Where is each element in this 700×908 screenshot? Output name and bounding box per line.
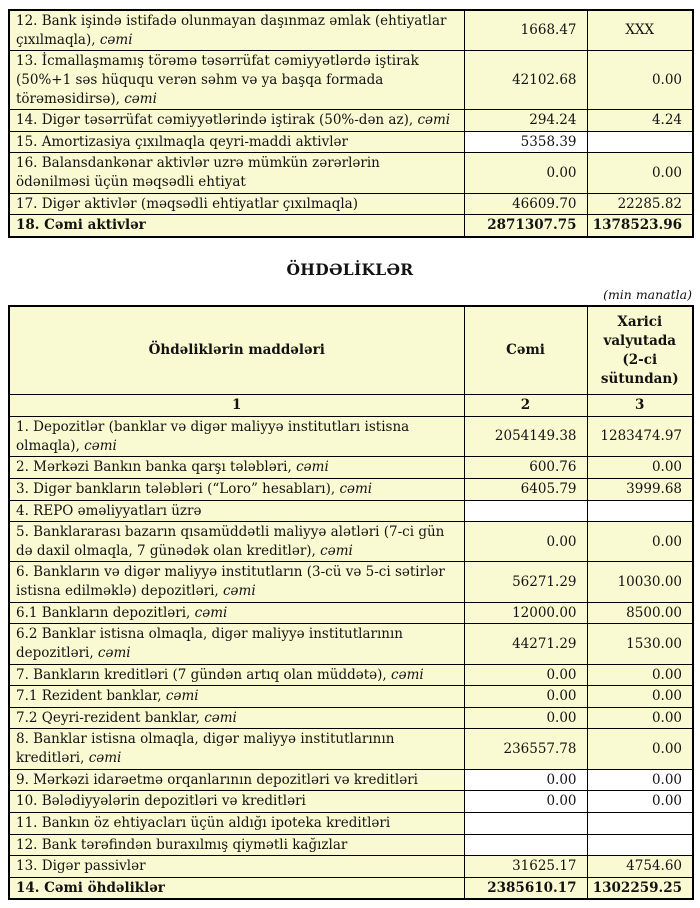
total-value: 12000.00: [464, 602, 587, 624]
liability-row: [9, 856, 693, 878]
row-label-text: 5. Banklararası bazarın qısamüddətli maliyyə alətləri (7-ci gün də daxil olmaqla, 7 günədək olan kreditlər),: [16, 524, 445, 559]
row-label: [9, 193, 464, 215]
total-value: 31625.17: [464, 856, 587, 878]
row-label: [9, 500, 464, 522]
row-label: [9, 877, 464, 899]
total-value: [464, 834, 587, 856]
row-label: [9, 562, 464, 602]
row-label-text: 8. Banklar istisna olmaqla, digər maliyyə institutlarının kreditləri,: [16, 731, 395, 767]
liabilities-header-row: [9, 306, 693, 395]
row-label-text: 4. REPO əməliyyatları üzrə: [16, 502, 202, 519]
total-value: 294.24: [464, 110, 587, 132]
foreign-currency-value: 1530.00: [587, 624, 693, 664]
liability-row: [9, 500, 693, 522]
foreign-currency-value: 8500.00: [587, 602, 693, 624]
row-label-text: 12. Bank işində istifadə olunmayan daşınmaz əmlak (ehtiyatlar çıxılmaqla),: [16, 13, 447, 48]
row-label: [9, 707, 464, 729]
foreign-currency-value: [587, 834, 693, 856]
row-label-text: 18. Cəmi aktivlər: [16, 217, 146, 234]
foreign-currency-value: 0.00: [587, 729, 693, 769]
row-label: [9, 686, 464, 708]
row-label-text: 16. Balansdankənar aktivlər uzrə mümkün zərərlərin ödənilməsi üçün məqsədli ehtiyat: [16, 155, 380, 190]
total-value: 0.00: [464, 707, 587, 729]
row-label: [9, 478, 464, 500]
row-label-suffix: cəmi: [320, 542, 353, 559]
foreign-currency-value: 1378523.96: [587, 215, 693, 237]
row-label-suffix: cəmi: [165, 688, 199, 705]
row-label-text: 6. Bankların və digər maliyyə institutların (3-cü və 5-ci sətirlər istisna edilməklə) depozitləri,: [16, 564, 445, 600]
unit-note: (min manatla): [603, 286, 692, 302]
liability-row: [9, 664, 693, 686]
row-label: [9, 834, 464, 856]
row-label-text: 7. Bankların kreditləri (7 gündən artıq olan müddətə),: [16, 666, 387, 683]
total-value: 0.00: [464, 791, 587, 813]
row-label: [9, 131, 464, 153]
row-label-text: 7.1 Rezident banklar,: [16, 688, 162, 705]
row-label-text: 15. Amortizasiya çıxılmaqla qeyri-maddi aktivlər: [16, 133, 348, 150]
section-title: ÖHDƏLİKLƏR: [286, 259, 414, 279]
asset-row: [9, 110, 693, 132]
row-label-text: 6.2 Banklar istisna olmaqla, digər maliyyə institutlarının depozitləri,: [16, 626, 403, 661]
row-label-suffix: cəmi: [204, 709, 237, 726]
row-label-text: 1. Depozitlər (banklar və digər maliyyə institutları istisna olmaqla),: [16, 419, 410, 454]
foreign-currency-value: 0.00: [587, 457, 693, 479]
row-label: [9, 791, 464, 813]
foreign-currency-value: 22285.82: [587, 193, 693, 215]
row-label: [9, 51, 464, 110]
liability-row: [9, 602, 693, 624]
row-label: [9, 729, 464, 769]
foreign-currency-value: [587, 812, 693, 834]
row-label-suffix: cəmi: [194, 604, 228, 621]
row-label-suffix: cəmi: [88, 750, 122, 767]
foreign-currency-value: 0.00: [587, 153, 693, 193]
row-label: [9, 812, 464, 834]
total-value: 5358.39: [464, 131, 587, 153]
row-label-suffix: cəmi: [222, 583, 256, 600]
foreign-currency-value: [587, 500, 693, 522]
row-label-suffix: cəmi: [124, 90, 157, 107]
col-header-items: Öhdəliklərin maddələri: [9, 306, 464, 395]
liability-row: [9, 417, 693, 457]
foreign-currency-value: 4.24: [587, 110, 693, 132]
liability-row: [9, 457, 693, 479]
foreign-currency-value: 1283474.97: [587, 417, 693, 457]
foreign-currency-value: 0.00: [587, 769, 693, 791]
row-label: [9, 624, 464, 664]
row-label-suffix: cəmi: [97, 644, 131, 661]
row-label-text: 13. Digər passivlər: [16, 858, 146, 875]
total-value: 600.76: [464, 457, 587, 479]
col-header-foreign-currency: Xarici valyutada (2-ci sütundan): [587, 306, 693, 395]
total-value: 0.00: [464, 664, 587, 686]
row-label-text: 6.1 Bankların depozitləri,: [16, 604, 191, 621]
total-value: 0.00: [464, 153, 587, 193]
foreign-currency-value: 3999.68: [587, 478, 693, 500]
asset-row: [9, 51, 693, 110]
assets-table: [8, 9, 694, 238]
row-label-suffix: cəmi: [339, 480, 373, 497]
foreign-currency-value: 0.00: [587, 686, 693, 708]
asset-row: [9, 193, 693, 215]
total-value: [464, 812, 587, 834]
foreign-currency-value: XXX: [587, 10, 693, 51]
row-label: [9, 417, 464, 457]
total-value: 0.00: [464, 769, 587, 791]
liability-row: [9, 624, 693, 664]
row-label-suffix: cəmi: [84, 437, 117, 454]
total-value: 2385610.17: [464, 877, 587, 899]
asset-row: [9, 131, 693, 153]
foreign-currency-value: 4754.60: [587, 856, 693, 878]
total-value: 0.00: [464, 522, 587, 562]
liability-row: [9, 686, 693, 708]
foreign-currency-value: [587, 131, 693, 153]
liability-row: [9, 877, 693, 899]
liability-row: [9, 834, 693, 856]
total-value: 236557.78: [464, 729, 587, 769]
row-label-text: 13. İcmallaşmamış törəmə təsərrüfat cəmiyyətlərdə iştirak (50%+1 səs hüququ verən səhm və ya başqa formada törəməsidirsə),: [16, 53, 419, 107]
foreign-currency-value: 0.00: [587, 791, 693, 813]
foreign-currency-value: 0.00: [587, 51, 693, 110]
row-label: [9, 110, 464, 132]
asset-row: [9, 153, 693, 193]
row-label: [9, 602, 464, 624]
row-label-suffix: cəmi: [99, 31, 133, 48]
row-label: [9, 215, 464, 237]
total-value: 1668.47: [464, 10, 587, 51]
column-numbers-row: [9, 395, 693, 417]
row-label: [9, 153, 464, 193]
row-label: [9, 664, 464, 686]
foreign-currency-value: 0.00: [587, 522, 693, 562]
row-label-text: 11. Bankın öz ehtiyacları üçün aldığı ipoteka kreditləri: [16, 814, 391, 831]
foreign-currency-value: 0.00: [587, 664, 693, 686]
liability-row: [9, 707, 693, 729]
row-label-text: 14. Cəmi öhdəliklər: [16, 879, 165, 896]
foreign-currency-value: 1302259.25: [587, 877, 693, 899]
total-value: [464, 500, 587, 522]
liability-row: [9, 769, 693, 791]
row-label: [9, 522, 464, 562]
asset-row: [9, 10, 693, 51]
foreign-currency-value: 10030.00: [587, 562, 693, 602]
row-label-text: 17. Digər aktivlər (məqsədli ehtiyatlar çıxılmaqla): [16, 195, 359, 212]
row-label-suffix: cəmi: [417, 112, 451, 129]
liability-row: [9, 562, 693, 602]
total-value: 2054149.38: [464, 417, 587, 457]
total-value: 6405.79: [464, 478, 587, 500]
row-label: [9, 10, 464, 51]
row-label-text: 2. Mərkəzi Bankın banka qarşı tələbləri,: [16, 459, 292, 476]
col-number-3: 3: [587, 395, 693, 417]
row-label-text: 10. Bələdiyyələrin depozitləri və kreditləri: [16, 793, 306, 810]
row-label: [9, 457, 464, 479]
row-label-suffix: cəmi: [391, 666, 424, 683]
total-value: 56271.29: [464, 562, 587, 602]
liability-row: [9, 791, 693, 813]
total-value: 2871307.75: [464, 215, 587, 237]
row-label-text: 3. Digər bankların tələbləri (“Loro” hesabları),: [16, 480, 336, 497]
liability-row: [9, 522, 693, 562]
total-value: 42102.68: [464, 51, 587, 110]
liability-row: [9, 729, 693, 769]
liability-row: [9, 812, 693, 834]
row-label-text: 7.2 Qeyri-rezident banklar,: [16, 709, 200, 726]
row-label-text: 9. Mərkəzi idarəetmə orqanlarının depozitləri və kreditləri: [16, 771, 418, 788]
liability-row: [9, 478, 693, 500]
total-value: 46609.70: [464, 193, 587, 215]
col-number-1: 1: [9, 395, 464, 417]
col-header-total: Cəmi: [464, 306, 587, 395]
col-number-2: 2: [464, 395, 587, 417]
row-label-text: 12. Bank tərəfindən buraxılmış qiymətli kağızlar: [16, 836, 348, 853]
row-label-suffix: cəmi: [296, 459, 329, 476]
row-label: [9, 856, 464, 878]
asset-row: [9, 215, 693, 237]
total-value: 0.00: [464, 686, 587, 708]
row-label: [9, 769, 464, 791]
liabilities-table: [8, 305, 694, 901]
foreign-currency-value: 0.00: [587, 707, 693, 729]
total-value: 44271.29: [464, 624, 587, 664]
row-label-text: 14. Digər təsərrüfat cəmiyyətlərində iştirak (50%-dən az),: [16, 112, 414, 129]
